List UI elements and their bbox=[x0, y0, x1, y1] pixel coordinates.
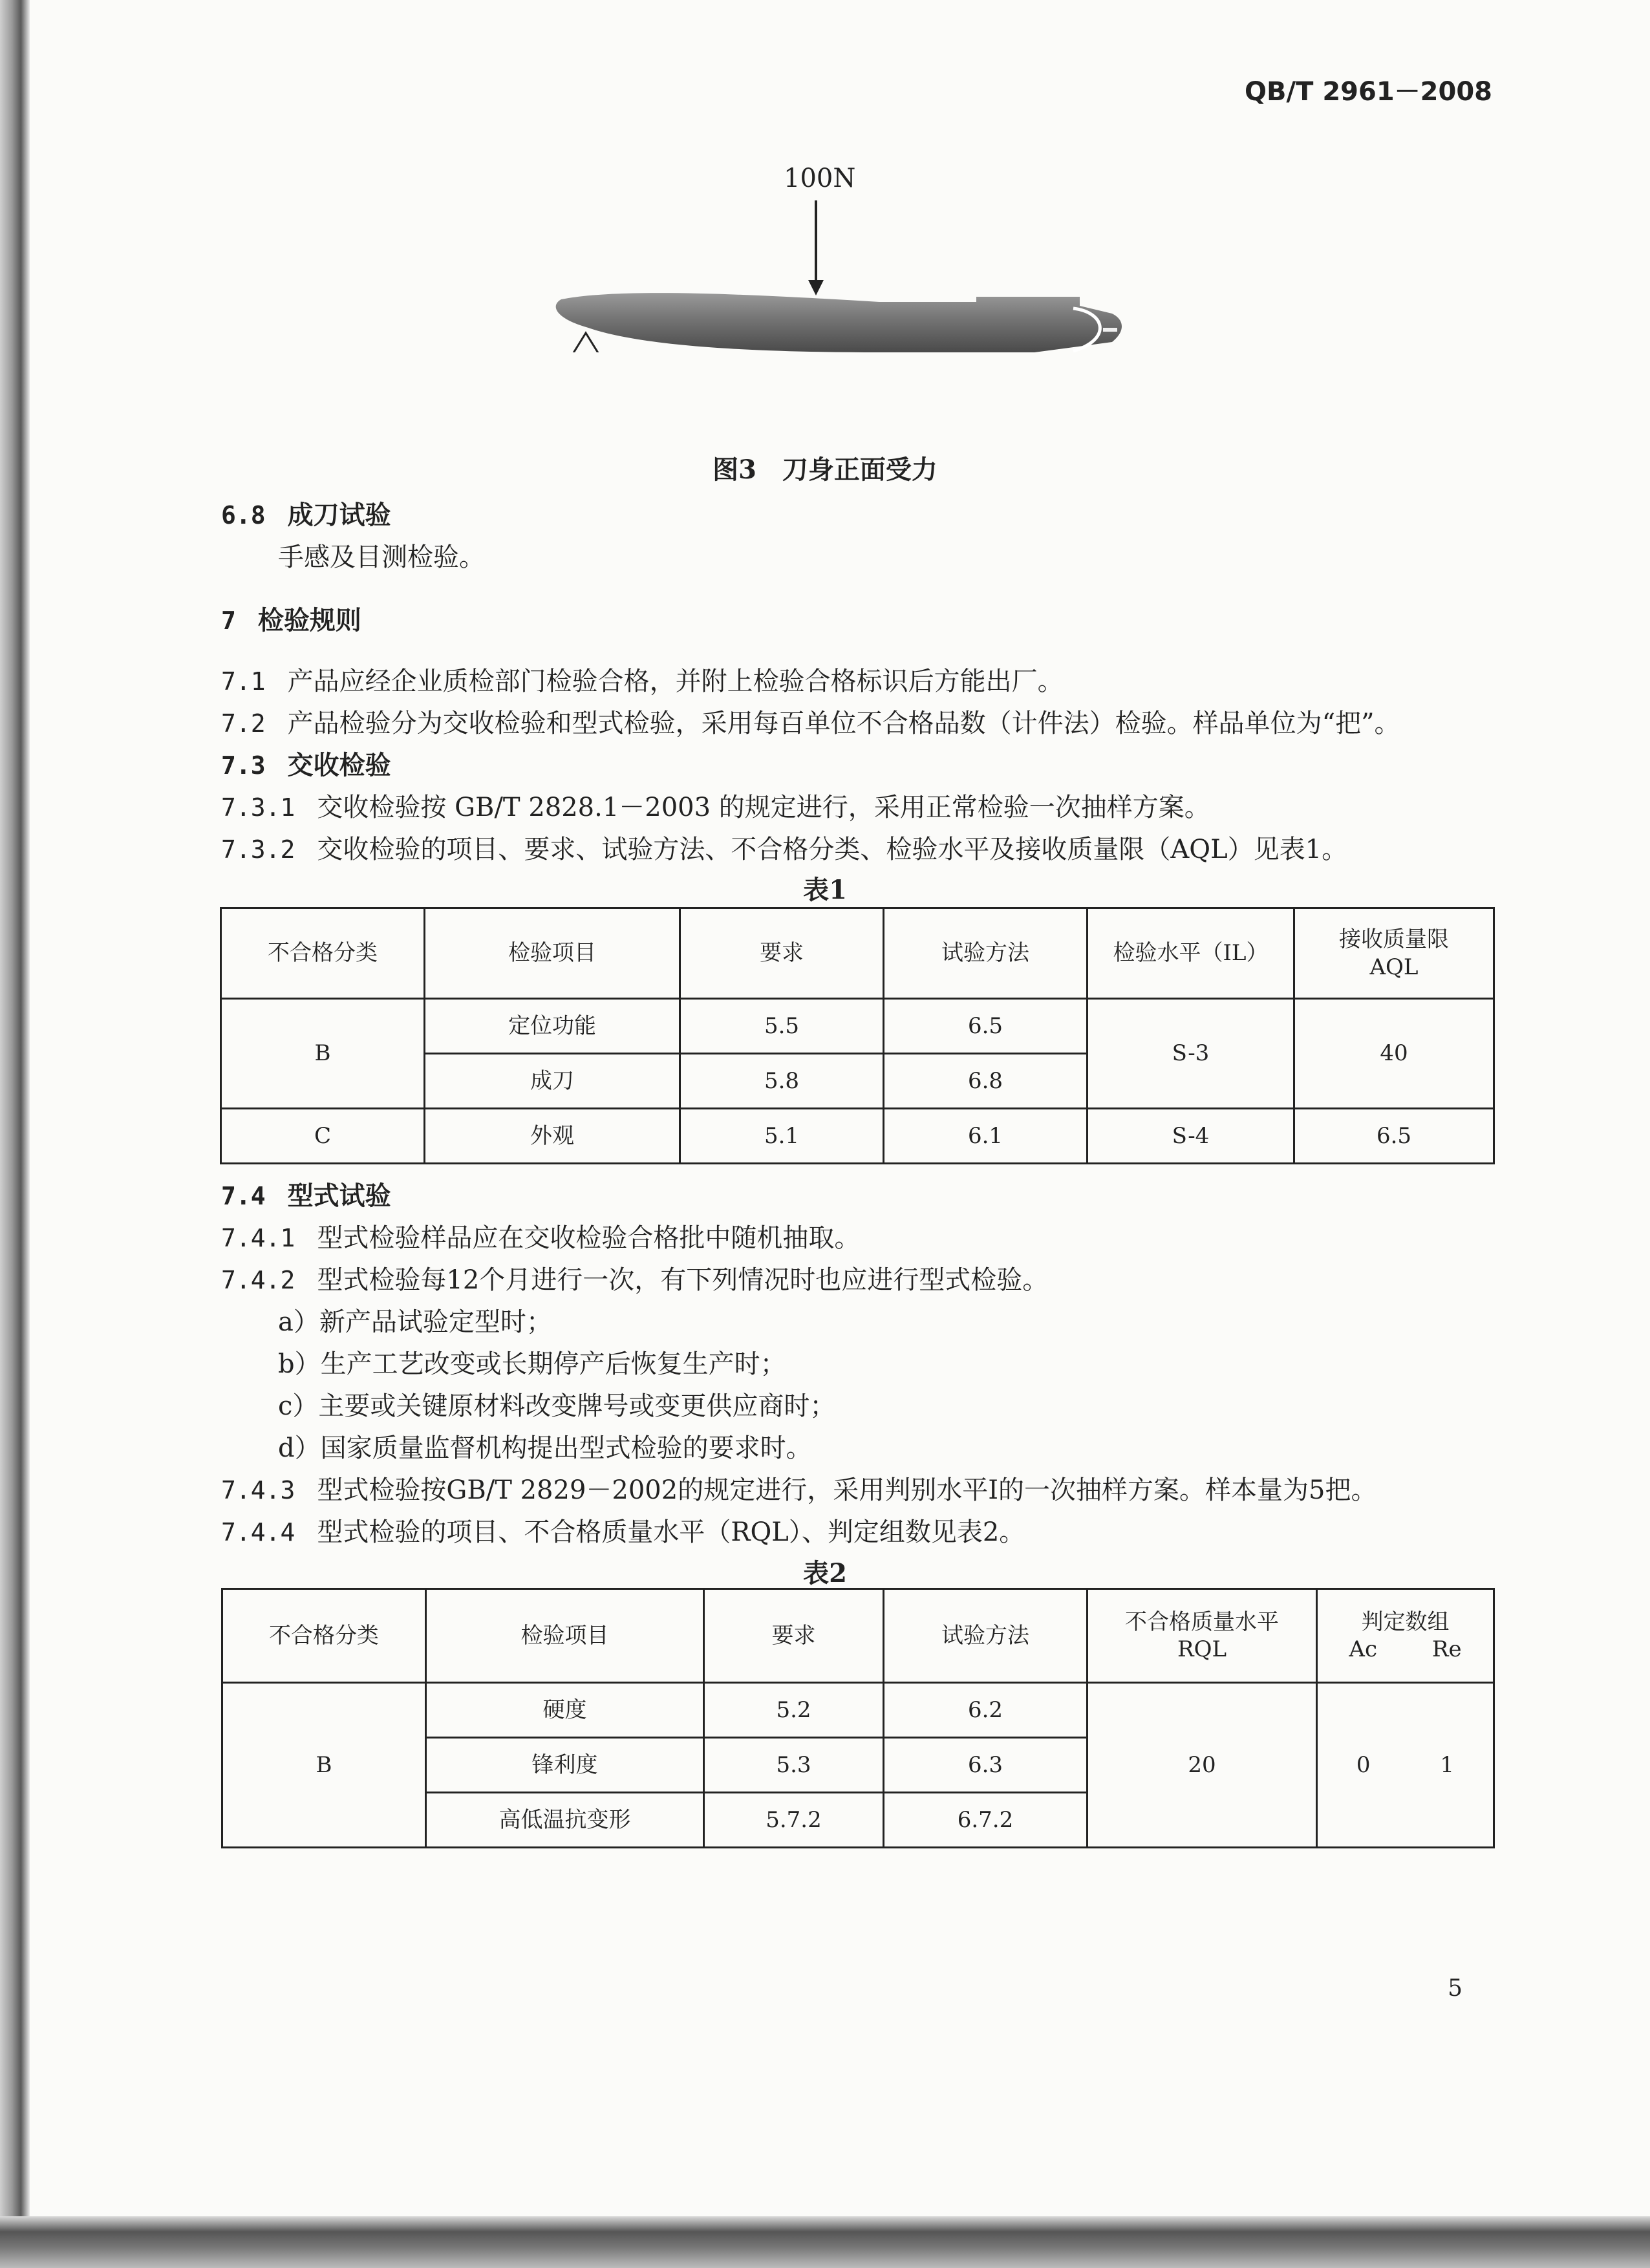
header-line: AQL bbox=[1369, 954, 1419, 980]
table-cell bbox=[1317, 1683, 1494, 1848]
table-2 bbox=[221, 1588, 1495, 1848]
ac-value: 0 bbox=[1356, 1751, 1371, 1778]
table-header-cell: 不合格分类 bbox=[222, 1589, 426, 1683]
table-cell: C bbox=[221, 1109, 425, 1164]
section-number: 7.4.3 bbox=[221, 1476, 295, 1504]
knife-body bbox=[556, 293, 1122, 352]
scan-binding-edge bbox=[0, 0, 30, 2268]
section-number: 7.1 bbox=[221, 667, 266, 696]
section-title: 检验规则 bbox=[257, 605, 361, 636]
section-7-heading bbox=[221, 600, 361, 637]
section-7-3-2 bbox=[221, 829, 1347, 866]
section-number: 7 bbox=[221, 606, 236, 635]
section-number: 7.4.4 bbox=[221, 1518, 295, 1546]
pin-support-triangle bbox=[569, 333, 603, 352]
header-line: RQL bbox=[1177, 1636, 1227, 1662]
table-cell: 硬度 bbox=[426, 1683, 704, 1738]
section-text: 产品检验分为交收检验和型式检验，采用每百单位不合格品数（计件法）检验。样品单位为“把”。 bbox=[287, 709, 1400, 738]
section-text: 型式检验的项目、不合格质量水平（RQL）、判定组数见表2。 bbox=[317, 1517, 1025, 1547]
table-cell: 5.7.2 bbox=[704, 1793, 884, 1848]
table-cell: 5.1 bbox=[680, 1109, 884, 1164]
table-cell: 5.3 bbox=[704, 1738, 884, 1793]
table-cell: 锋利度 bbox=[426, 1738, 704, 1793]
section-text: 型式检验样品应在交收检验合格批中随机抽取。 bbox=[317, 1223, 861, 1253]
section-7-1 bbox=[221, 661, 1064, 698]
section-number: 7.4.2 bbox=[221, 1266, 295, 1294]
table-cell: 6.5 bbox=[1294, 1109, 1494, 1164]
table-cell: 6.2 bbox=[884, 1683, 1088, 1738]
force-label: 100N bbox=[784, 164, 856, 193]
list-item-d: d）国家质量监督机构提出型式检验的要求时。 bbox=[278, 1433, 812, 1463]
header-line: 接收质量限 bbox=[1339, 926, 1449, 952]
list-item-c: c）主要或关键原材料改变牌号或变更供应商时； bbox=[278, 1391, 836, 1421]
section-text: 交收检验的项目、要求、试验方法、不合格分类、检验水平及接收质量限（AQL）见表1。 bbox=[317, 835, 1348, 864]
table-cell: 6.7.2 bbox=[884, 1793, 1088, 1848]
table-header-cell: 不合格分类 bbox=[221, 908, 425, 999]
table-cell: 定位功能 bbox=[425, 999, 680, 1054]
section-7-4-3 bbox=[221, 1470, 1377, 1506]
figure-3-caption: 图3 刀身正面受力 bbox=[712, 455, 938, 485]
section-6-8-text: 手感及目测检验。 bbox=[278, 542, 485, 572]
table-cell: 6.5 bbox=[884, 999, 1088, 1054]
section-7-4-2 bbox=[221, 1259, 1048, 1296]
ac-re-values bbox=[1322, 1751, 1489, 1779]
section-number: 7.3.2 bbox=[221, 835, 295, 864]
ac-header: Ac bbox=[1349, 1636, 1378, 1662]
table-header-cell: 检验项目 bbox=[426, 1589, 704, 1683]
section-6-8-heading bbox=[221, 495, 391, 531]
section-title: 成刀试验 bbox=[287, 500, 391, 530]
table-cell: S-4 bbox=[1088, 1109, 1294, 1164]
table-1-title: 表1 bbox=[803, 875, 847, 905]
table-cell: 6.1 bbox=[884, 1109, 1088, 1164]
table-header-row bbox=[221, 908, 1494, 999]
section-text: 产品应经企业质检部门检验合格，并附上检验合格标识后方能出厂。 bbox=[287, 667, 1064, 696]
table-cell: B bbox=[222, 1683, 426, 1848]
table-header-cell: 检验项目 bbox=[425, 908, 680, 999]
table-header-cell bbox=[1088, 1589, 1317, 1683]
table-cell: 外观 bbox=[425, 1109, 680, 1164]
header-line bbox=[1322, 1636, 1489, 1664]
table-header-cell: 检验水平（IL） bbox=[1088, 908, 1294, 999]
table-cell: S-3 bbox=[1088, 999, 1294, 1109]
table-cell: 成刀 bbox=[425, 1054, 680, 1109]
section-number: 7.3.1 bbox=[221, 793, 295, 822]
knife-diagram bbox=[543, 158, 1164, 352]
header-line: 不合格质量水平 bbox=[1125, 1609, 1279, 1635]
table-cell: 5.5 bbox=[680, 999, 884, 1054]
table-2-title: 表2 bbox=[803, 1558, 847, 1589]
section-text: 型式检验按GB/T 2829－2002的规定进行，采用判别水平Ⅰ的一次抽样方案。样本量为5把。 bbox=[317, 1475, 1377, 1505]
table-cell: 6.8 bbox=[884, 1054, 1088, 1109]
section-text: 交收检验按 GB/T 2828.1－2003 的规定进行，采用正常检验一次抽样方案。 bbox=[317, 793, 1210, 822]
table-header-cell: 要求 bbox=[680, 908, 884, 999]
force-arrowhead bbox=[808, 280, 824, 295]
table-header-cell bbox=[1294, 908, 1494, 999]
section-7-2 bbox=[221, 703, 1400, 740]
table-row bbox=[221, 1109, 1494, 1164]
table-cell: B bbox=[221, 999, 425, 1109]
section-number: 7.4 bbox=[221, 1182, 266, 1210]
section-number: 7.3 bbox=[221, 751, 266, 780]
table-header-cell: 试验方法 bbox=[884, 908, 1088, 999]
page-number: 5 bbox=[1448, 1975, 1462, 2002]
figure-3 bbox=[543, 158, 1164, 404]
header-line: 判定数组 bbox=[1361, 1609, 1450, 1635]
scan-bottom-edge bbox=[0, 2216, 1650, 2268]
table-cell: 5.2 bbox=[704, 1683, 884, 1738]
table-header-cell: 要求 bbox=[704, 1589, 884, 1683]
re-header: Re bbox=[1431, 1636, 1462, 1662]
section-title: 交收检验 bbox=[287, 750, 391, 780]
re-value: 1 bbox=[1440, 1751, 1455, 1778]
table-row bbox=[221, 999, 1494, 1054]
section-7-4-4 bbox=[221, 1512, 1025, 1548]
table-1 bbox=[220, 907, 1495, 1164]
table-header-cell: 试验方法 bbox=[884, 1589, 1088, 1683]
table-header-row bbox=[222, 1589, 1494, 1683]
section-7-3-heading bbox=[221, 745, 391, 782]
table-cell: 高低温抗变形 bbox=[426, 1793, 704, 1848]
table-row bbox=[222, 1683, 1494, 1738]
section-7-4-1 bbox=[221, 1217, 860, 1254]
standard-number: QB/T 2961－2008 bbox=[1245, 77, 1492, 107]
knife-tip-slot bbox=[1103, 328, 1117, 332]
section-number: 7.2 bbox=[221, 709, 266, 738]
table-cell: 6.3 bbox=[884, 1738, 1088, 1793]
section-number: 7.4.1 bbox=[221, 1224, 295, 1252]
section-title: 型式试验 bbox=[287, 1181, 391, 1211]
section-number: 6.8 bbox=[221, 501, 266, 530]
list-item-b: b）生产工艺改变或长期停产后恢复生产时； bbox=[278, 1349, 786, 1379]
table-cell: 40 bbox=[1294, 999, 1494, 1109]
list-item-a: a）新产品试验定型时； bbox=[278, 1307, 552, 1337]
section-text: 型式检验每12个月进行一次，有下列情况时也应进行型式检验。 bbox=[317, 1265, 1049, 1295]
table-cell: 20 bbox=[1088, 1683, 1317, 1848]
section-7-4-heading bbox=[221, 1175, 391, 1212]
section-7-3-1 bbox=[221, 787, 1210, 824]
table-header-cell bbox=[1317, 1589, 1494, 1683]
table-cell: 5.8 bbox=[680, 1054, 884, 1109]
